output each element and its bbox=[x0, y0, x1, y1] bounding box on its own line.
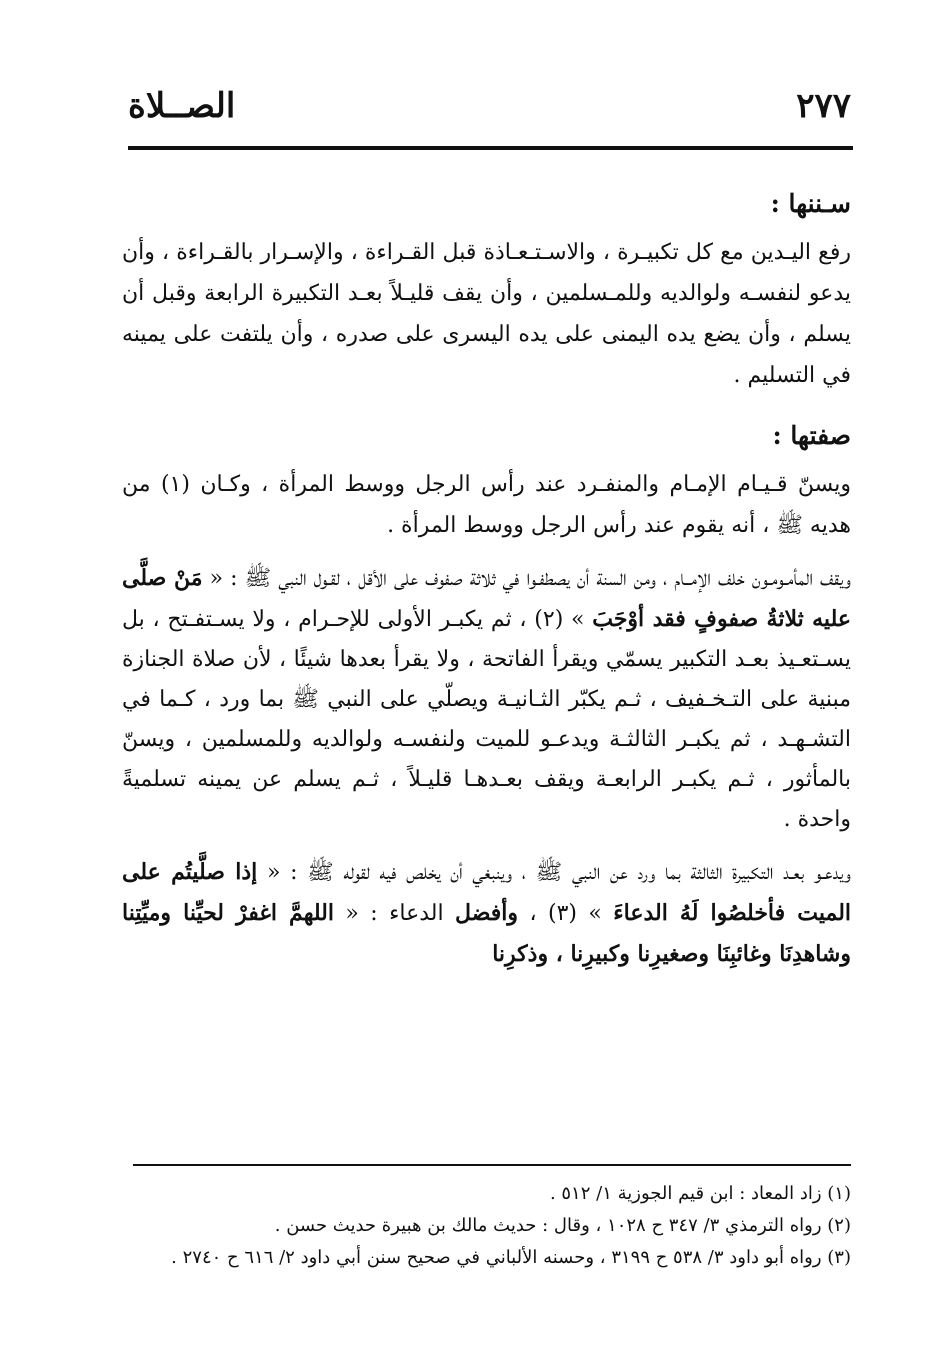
header-rule bbox=[128, 146, 853, 150]
page-number: ٢٧٧ bbox=[796, 86, 851, 126]
hadith-quote: اللهمَّ اغفرْ لحيِّنا وميِّتِنا وشاهدِنَا وغائبِنَا وصغيرِنا وكبيرِنا ، وذكرِنا bbox=[122, 900, 851, 967]
footnote-3: (٣) رواه أبو داود ٣/ ٥٣٨ ح ٣١٩٩ ، وحسنه الألباني في صحيح سنن أبي داود ٢/ ٦١٦ ح ٢٧٤٠ . bbox=[171, 1247, 851, 1268]
page-header bbox=[128, 86, 851, 134]
page-body bbox=[122, 176, 851, 987]
text-run: ويقف المأمـومـون خلف الإمــام ، ومن السنة أن يصطفـوا في ثلاثة صفوف على الأقل ، لقـول النبي ﷺ : « bbox=[202, 566, 851, 591]
running-title: الصــلاة bbox=[128, 86, 236, 126]
paragraph-mamumun bbox=[122, 558, 851, 840]
text-run: الدعاء : « bbox=[333, 901, 456, 926]
hadith-quote: إذا صلَّيتُم على الميت فأخلصُوا لَهُ الدعاءَ bbox=[122, 859, 852, 926]
paragraph-sifa: ويسنّ قـيـام الإمـام والمنفـرد عند رأس الرجل ووسط المرأة ، وكـان (١) من هديه ﷺ ، أنه يقوم عند رأس الرجل ووسط المرأة . bbox=[122, 472, 851, 538]
footnote-2: (٢) رواه الترمذي ٣/ ٣٤٧ ح ١٠٢٨ ، وقال : حديث مالك بن هبيرة حديث حسن . bbox=[274, 1215, 851, 1236]
text-run: » (٣) ، bbox=[518, 901, 614, 926]
hadith-quote: مَنْ صلَّى عليه ثلاثةُ صفوفٍ فقد أوْجَبَ bbox=[122, 565, 851, 632]
section-heading-sifa: صفتها : bbox=[772, 421, 851, 450]
footnote-separator bbox=[133, 1164, 851, 1166]
paragraph-dua bbox=[122, 852, 851, 975]
footnote-1: (١) زاد المعاد : ابن قيم الجوزية ١/ ٥١٢ . bbox=[549, 1183, 851, 1204]
footnotes bbox=[122, 1178, 851, 1274]
section-heading-sunan: سـننها : bbox=[770, 189, 851, 218]
text-run: ويدعـو بعـد التكبيرة الثالثة بما ورد عن النبي ﷺ ، وينبغي أن يخلص فيه لقوله ﷺ : « bbox=[257, 860, 851, 885]
bold-phrase: وأفضل bbox=[455, 900, 519, 926]
text-run: » (٢) ، ثم يكبـر الأولى للإحـرام ، ولا يسـتفـتح ، بل يسـتعـيذ بعـد التكبير يسمّي ويقرأ الفاتحة ، ولا يقرأ بعدها شيئًا ، لأن صلاة الجنازة مبنية على التـخـفيف ، ثـم يكبّر الثـانيـة ويصلّي على النبي ﷺ بما ورد ، كـما في التشـهـد ، ثم يكبـر الثالثـة ويدعـو للميت ولنفسـه ولوالديه وللمسلمين ، ويسنّ بالمأثور ، ثـم يكبـر الرابعـة ويقف بعـدهـا قليـلاً ، ثـم يسلم عن يمينه تسلميةً واحدة . bbox=[122, 607, 851, 832]
paragraph-sunan: رفع اليـدين مع كل تكبيـرة ، والاسـتـعـاذة قبل القـراءة ، والإسـرار بالقـراءة ، وأن يدعو لنفسـه ولوالديه وللمـسلمين ، وأن يقف قليـلاً بعـد التكبيرة الرابعة وقبل أن يسلم ، وأن يضع يده اليمنى على يده اليسرى على صدره ، وأن يلتفت على يمينه في التسليم . bbox=[122, 240, 851, 388]
